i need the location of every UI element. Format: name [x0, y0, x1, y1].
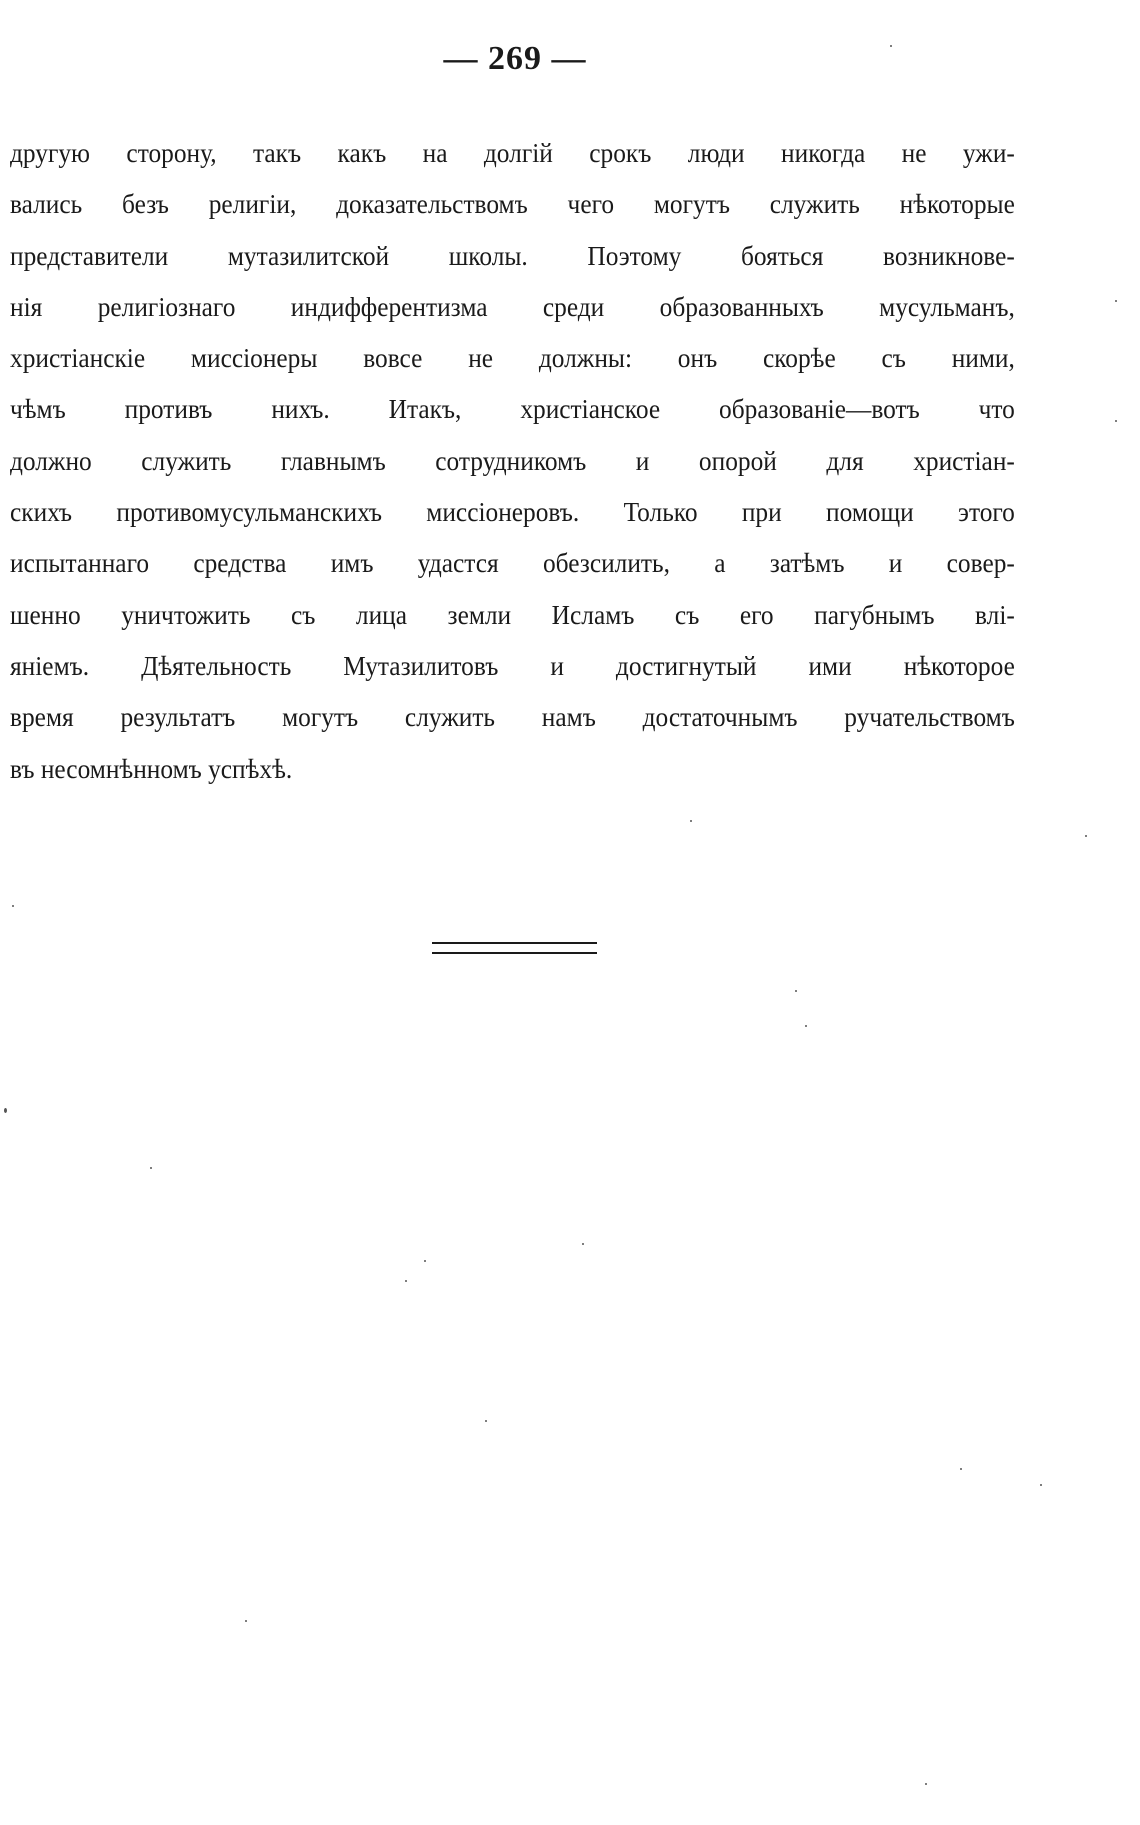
- scan-speck: [485, 1420, 487, 1422]
- scan-speck: [405, 1280, 407, 1282]
- scan-speck: [582, 1243, 584, 1245]
- text-line: нія религіознаго индифферентизма среди образованныхъ мусульманъ,: [10, 291, 1015, 322]
- text-line: скихъ противомусульманскихъ миссіонеровъ. Только при помощи этого: [10, 497, 1015, 528]
- section-end-rule: [432, 942, 597, 954]
- scan-speck: [4, 1108, 7, 1113]
- scan-speck: [1115, 420, 1117, 422]
- scan-speck: [805, 1025, 807, 1027]
- text-line: христіанскіе миссіонеры вовсе не должны: онъ скорѣе съ ними,: [10, 343, 1015, 374]
- scan-speck: [795, 990, 797, 992]
- scan-speck: [150, 1167, 152, 1169]
- body-text: [10, 128, 1015, 795]
- scan-speck: [890, 45, 892, 47]
- scan-speck: [12, 905, 14, 907]
- text-line: время результатъ могутъ служить намъ достаточнымъ ручательствомъ: [10, 702, 1015, 733]
- text-line: представители мутазилитской школы. Поэтому бояться возникнове-: [10, 240, 1015, 271]
- text-line: испытаннаго средства имъ удастся обезсилить, а затѣмъ и совер-: [10, 548, 1015, 579]
- page-number: — 269 —: [443, 40, 587, 77]
- scan-speck: [245, 1620, 247, 1622]
- scan-speck: [1040, 1484, 1042, 1486]
- text-line: должно служить главнымъ сотрудникомъ и опорой для христіан-: [10, 445, 1015, 476]
- text-line: въ несомнѣнномъ успѣхѣ.: [10, 753, 293, 784]
- text-line: чѣмъ противъ нихъ. Итакъ, христіанское образованіе—вотъ что: [10, 394, 1015, 425]
- scan-speck: [1085, 835, 1087, 837]
- text-line: яніемъ. Дѣятельность Мутазилитовъ и достигнутый ими нѣкоторое: [10, 650, 1015, 681]
- scan-speck: [960, 1468, 962, 1470]
- text-line: шенно уничтожить съ лица земли Исламъ съ его пагубнымъ влі-: [10, 599, 1015, 630]
- scan-speck: [925, 1783, 927, 1785]
- text-line: вались безъ религіи, доказательствомъ чего могутъ служить нѣкоторые: [10, 189, 1015, 220]
- scan-speck: [1115, 300, 1117, 302]
- scan-speck: [690, 820, 692, 822]
- scan-speck: [424, 1260, 426, 1262]
- text-line: другую сторону, такъ какъ на долгій срокъ люди никогда не ужи-: [10, 138, 1015, 168]
